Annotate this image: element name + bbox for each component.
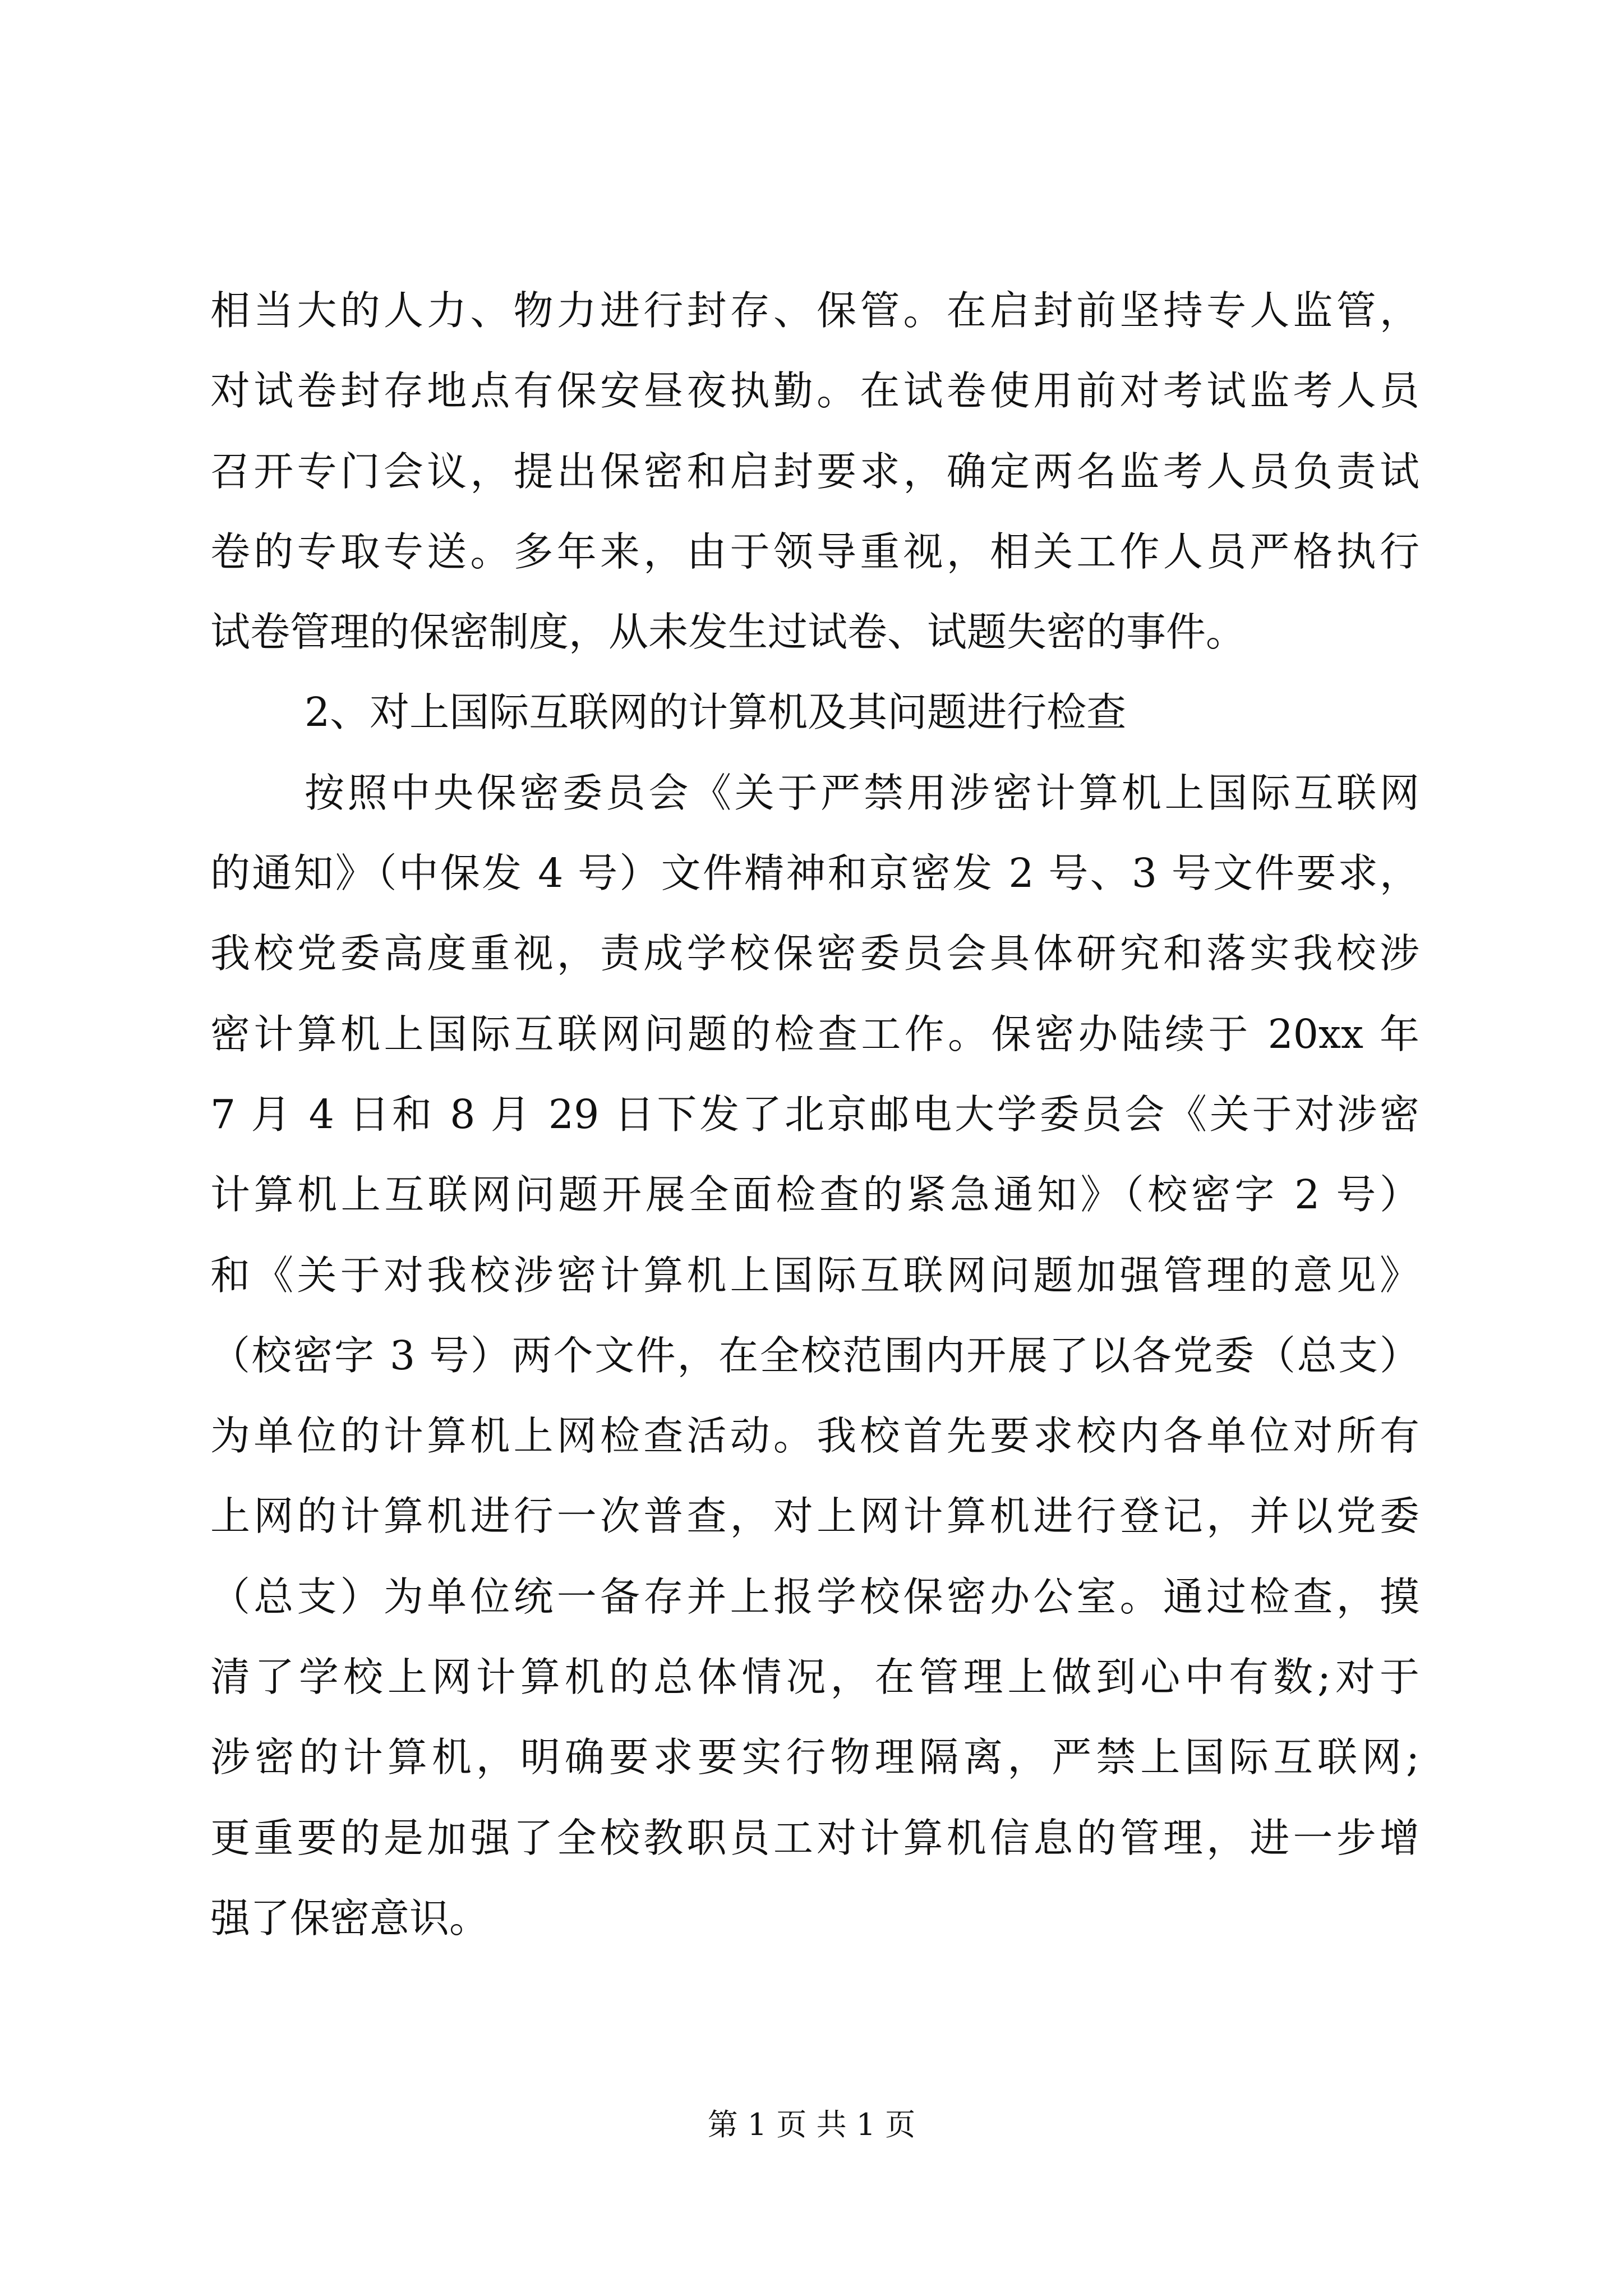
text-line: 卷的专取专送。多年来，由于领导重视，相关工作人员严格执行 [210,528,1419,575]
section-heading: 2、对上国际互联网的计算机及其问题进行检查 [305,689,1127,736]
text-line: 试卷管理的保密制度，从未发生过试卷、试题失密的事件。 [210,609,1246,656]
text-line: 清了学校上网计算机的总体情况，在管理上做到心中有数;对于 [210,1654,1419,1701]
document-body [210,270,1419,1958]
text-line: 上网的计算机进行一次普查，对上网计算机进行登记，并以党委 [210,1493,1419,1540]
text-line: 涉密的计算机，明确要求要实行物理隔离，严禁上国际互联网; [210,1734,1419,1781]
page-number-label: 第 1 页 共 1 页 [707,2107,916,2142]
text-line: （校密字 3 号）两个文件，在全校范围内开展了以各党委（总支） [210,1332,1419,1379]
text-line: 召开专门会议，提出保密和启封要求，确定两名监考人员负责试 [210,448,1419,495]
text-line: 我校党委高度重视，责成学校保密委员会具体研究和落实我校涉 [210,930,1419,977]
text-line: （总支）为单位统一备存并上报学校保密办公室。通过检查，摸 [210,1573,1419,1620]
text-line: 和《关于对我校涉密计算机上国际互联网问题加强管理的意见》 [210,1251,1419,1299]
text-line: 密计算机上国际互联网问题的检查工作。保密办陆续于 20xx 年 [210,1010,1419,1057]
page-footer [0,2102,1623,2147]
text-line: 更重要的是加强了全校教职员工对计算机信息的管理，进一步增 [210,1814,1419,1861]
text-line: 强了保密意识。 [210,1894,490,1941]
text-line: 对试卷封存地点有保安昼夜执勤。在试卷使用前对考试监考人员 [210,367,1419,415]
text-line: 7 月 4 日和 8 月 29 日下发了北京邮电大学委员会《关于对涉密 [210,1091,1419,1138]
text-line: 的通知》（中保发 4 号）文件精神和京密发 2 号、3 号文件要求， [210,850,1419,897]
text-line: 相当大的人力、物力进行封存、保管。在启封前坚持专人监管， [210,287,1419,334]
text-line: 计算机上互联网问题开展全面检查的紧急通知》（校密字 2 号） [210,1171,1419,1218]
text-line: 按照中央保密委员会《关于严禁用涉密计算机上国际互联网 [305,769,1419,816]
text-line: 为单位的计算机上网检查活动。我校首先要求校内各单位对所有 [210,1412,1419,1460]
